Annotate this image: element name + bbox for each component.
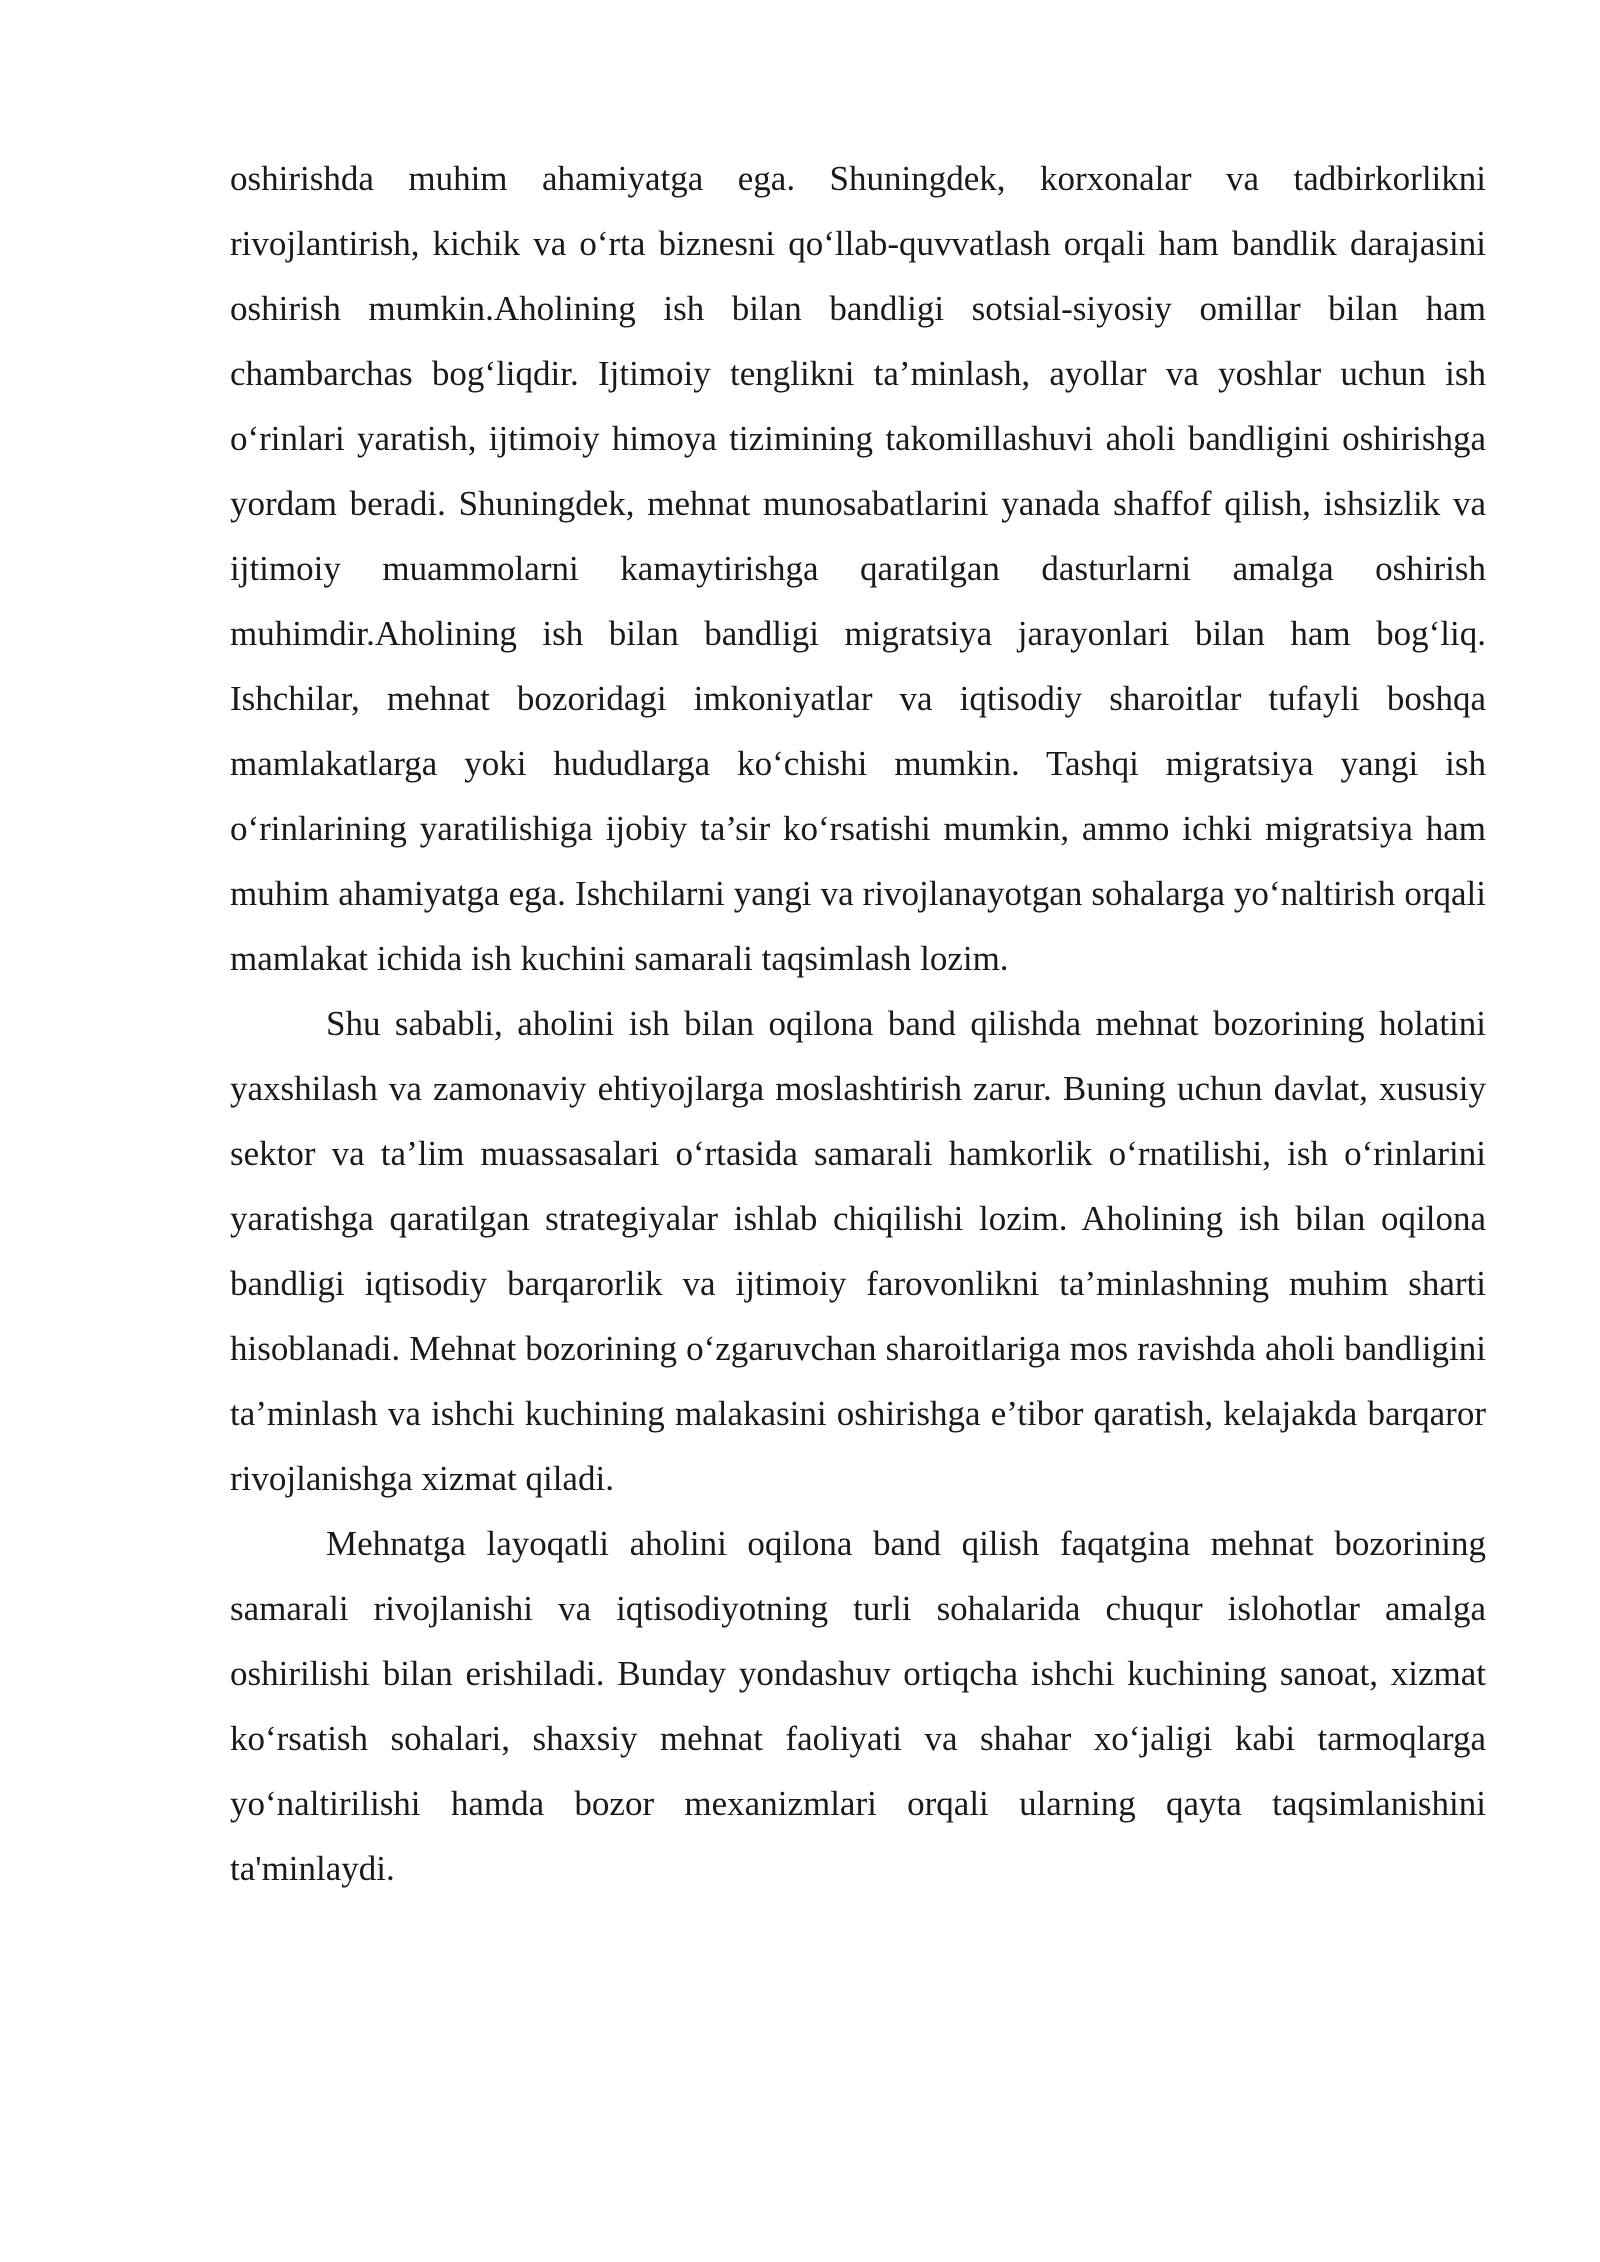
paragraph-2: Shu sababli, aholini ish bilan oqilona band qilishda mehnat bozorining holatini yaxshilash va zamonaviy ehtiyojlarga moslashtirish zarur. Buning uchun davlat, xususiy sektor va ta’lim muassasalari o‘rtasida samarali hamkorlik o‘rnatilishi, ish o‘rinlarini yaratishga qaratilgan strategiyalar ishlab chiqilishi lozim. Aholining ish bilan oqilona bandligi iqtisodiy barqarorlik va ijtimoiy farovonlikni ta’minlashning muhim sharti hisoblanadi. Mehnat bozorining o‘zgaruvchan sharoitlariga mos ravishda aholi bandligini ta’minlash va ishchi kuchining malakasini oshirishga e’tibor qaratish, kelajakda barqaror rivojlanishga xizmat qiladi. [230, 1004, 1486, 1498]
paragraph-3: Mehnatga layoqatli aholini oqilona band qilish faqatgina mehnat bozorining samarali rivojlanishi va iqtisodiyotning turli sohalarida chuqur islohotlar amalga oshirilishi bilan erishiladi. Bunday yondashuv ortiqcha ishchi kuchining sanoat, xizmat ko‘rsatish sohalari, shaxsiy mehnat faoliyati va shahar xo‘jaligi kabi tarmoqlarga yo‘naltirilishi hamda bozor mexanizmlari orqali ularning qayta taqsimlanishini ta'minlaydi. [230, 1524, 1486, 1888]
paragraph-1: oshirishda muhim ahamiyatga ega. Shuningdek, korxonalar va tadbirkorlikni rivojlantirish, kichik va o‘rta biznesni qo‘llab-quvvatlash orqali ham bandlik darajasini oshirish mumkin.Aholining ish bilan bandligi sotsial-siyosiy omillar bilan ham chambarchas bog‘liqdir. Ijtimoiy tenglikni ta’minlash, ayollar va yoshlar uchun ish o‘rinlari yaratish, ijtimoiy himoya tizimining takomillashuvi aholi bandligini oshirishga yordam beradi. Shuningdek, mehnat munosabatlarini yanada shaffof qilish, ishsizlik va ijtimoiy muammolarni kamaytirishga qaratilgan dasturlarni amalga oshirish muhimdir.Aholining ish bilan bandligi migratsiya jarayonlari bilan ham bog‘liq. Ishchilar, mehnat bozoridagi imkoniyatlar va iqtisodiy sharoitlar tufayli boshqa mamlakatlarga yoki hududlarga ko‘chishi mumkin. Tashqi migratsiya yangi ish o‘rinlarining yaratilishiga ijobiy ta’sir ko‘rsatishi mumkin, ammo ichki migratsiya ham muhim ahamiyatga ega. Ishchilarni yangi va rivojlanayotgan sohalarga yo‘naltirish orqali mamlakat ichida ish kuchini samarali taqsimlash lozim. [230, 159, 1486, 978]
document-body [230, 146, 1486, 1901]
